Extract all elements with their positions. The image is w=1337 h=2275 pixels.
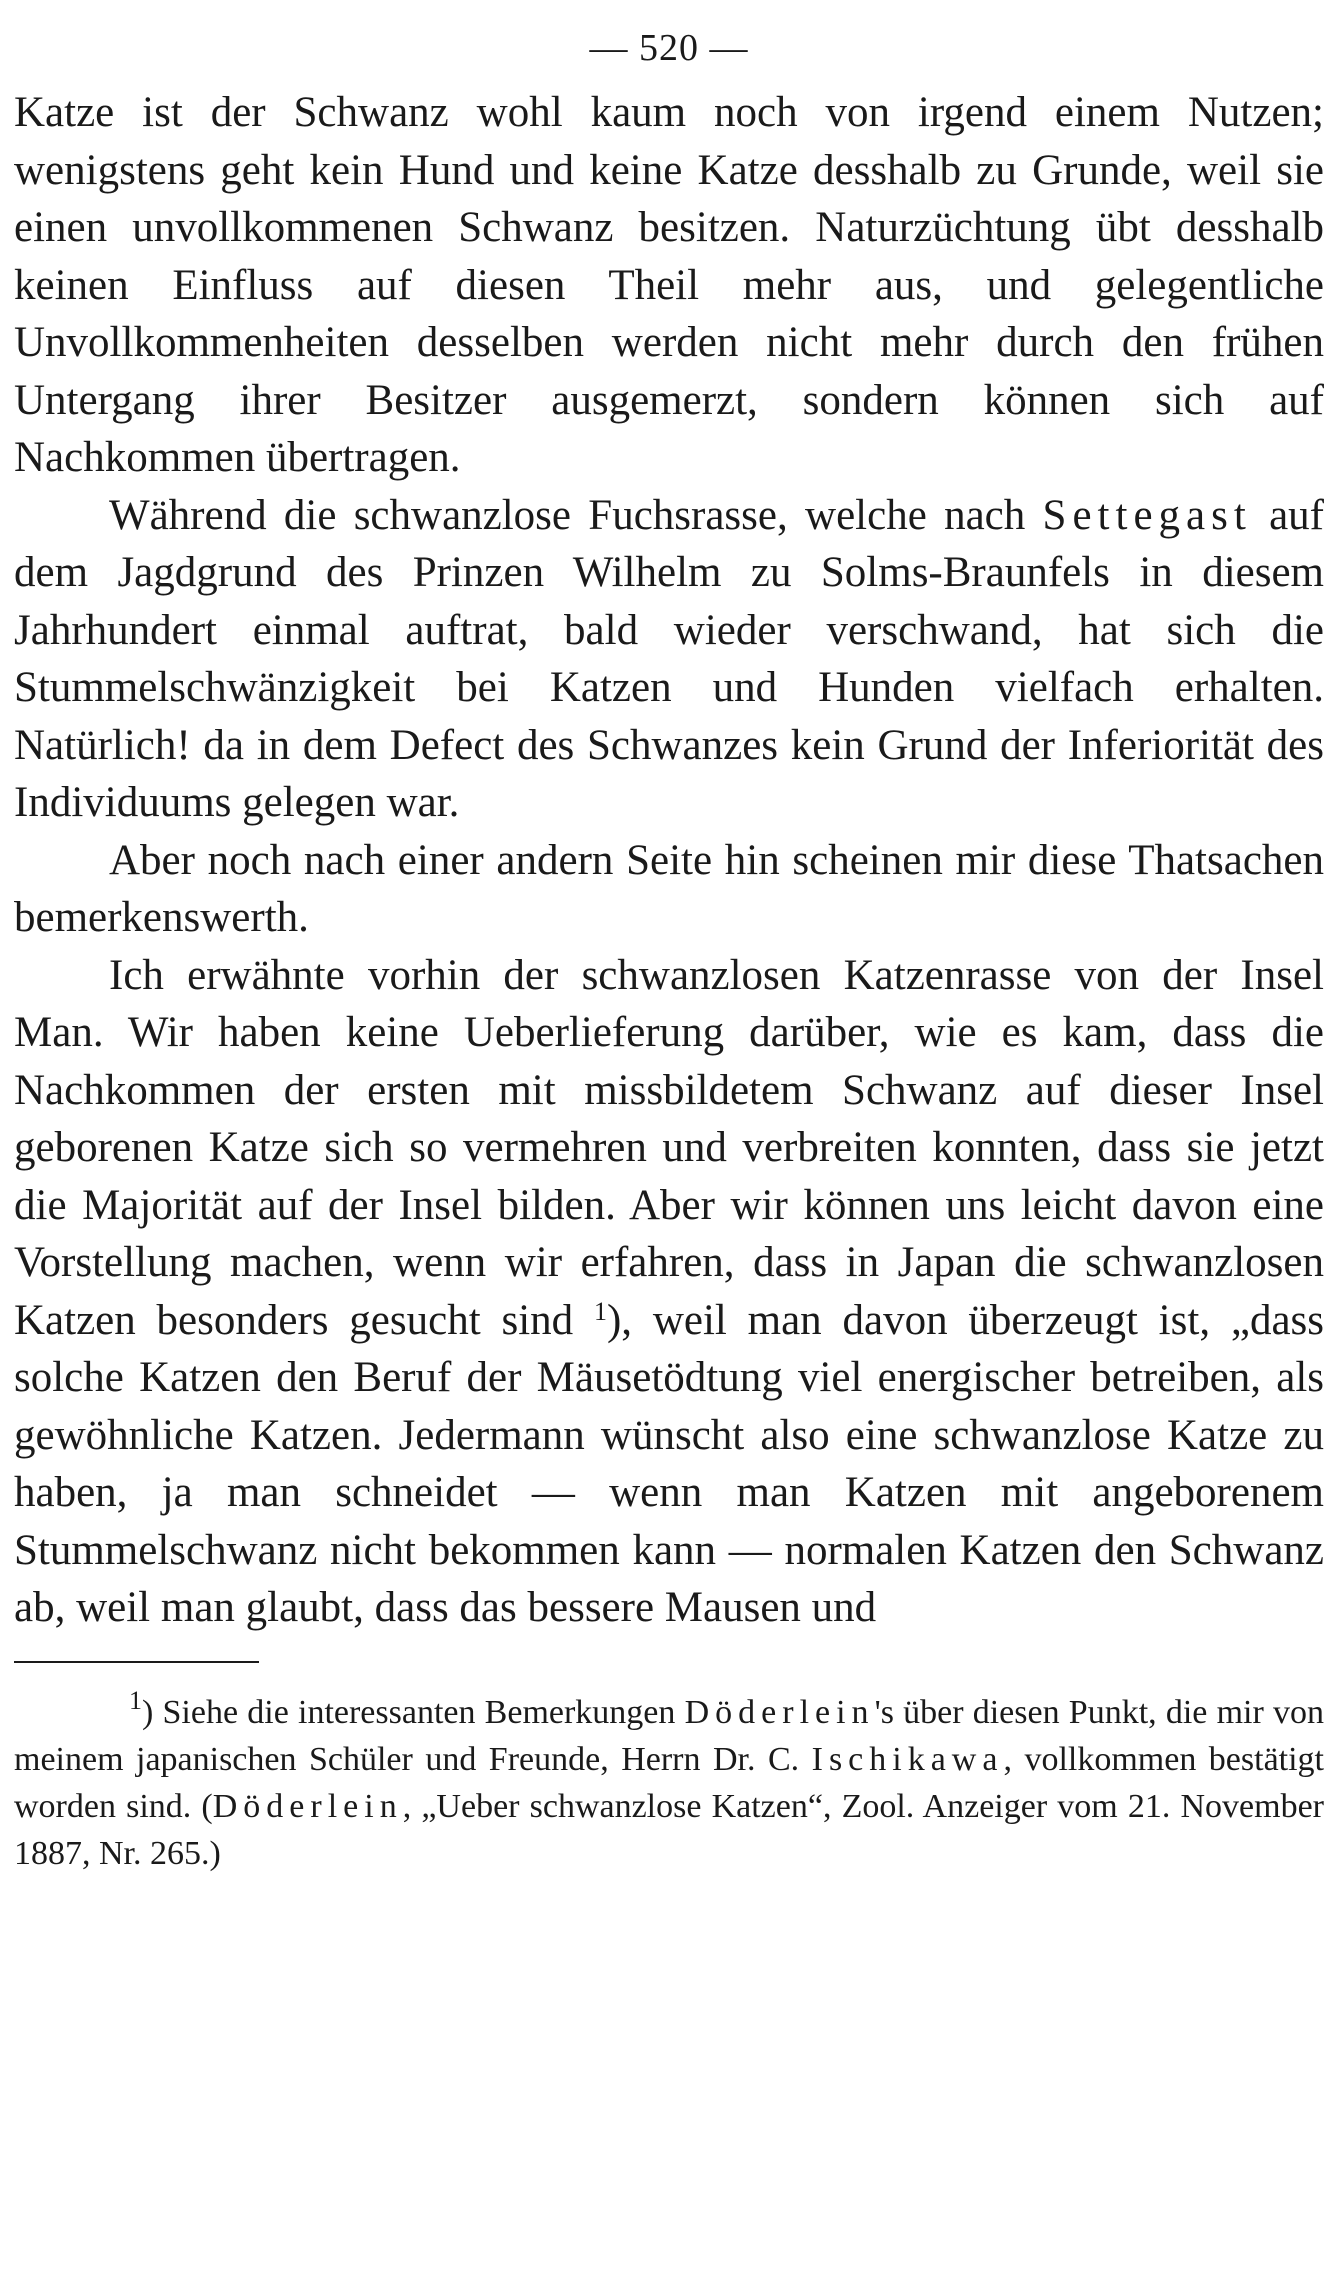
footnote-text-3: , vollkommen bestätigt worden sind. ( bbox=[14, 1740, 1324, 1825]
footnote-marker: 1 bbox=[129, 1685, 142, 1715]
page-number: — 520 — bbox=[589, 27, 749, 69]
footnote-reference[interactable]: 1 bbox=[593, 1296, 607, 1326]
book-page bbox=[14, 18, 1324, 1877]
paragraph-1: Katze ist der Schwanz wohl kaum noch von irgend einem Nutzen; wenigstens geht kein Hund und keine Katze desshalb zu Grunde, weil sie einen unvollkommenen Schwanz besitzen. Naturzüchtung übt desshalb keinen Einfluss auf diesen Theil mehr aus, und gelegentliche Unvollkommenheiten desselben werden nicht mehr durch den frühen Untergang ihrer Besitzer ausgemerzt, sondern können sich auf Nachkommen übertragen. bbox=[14, 89, 1324, 481]
author-name-settegast: Settegast bbox=[1042, 491, 1252, 539]
paragraph-4 bbox=[14, 947, 1324, 1637]
footnote bbox=[14, 1685, 1324, 1877]
footnote-name-ischikawa: Ischikawa bbox=[811, 1740, 1004, 1778]
paragraph-2-text-after: auf dem Jagdgrund des Prinzen Wilhelm zu Solms-Braunfels in diesem Jahrhundert einmal auftrat, bald wieder verschwand, hat sich die Stummelschwänzigkeit bei Katzen und Hunden vielfach erhalten. Natürlich! da in dem Defect des Schwanzes kein Grund der Inferiorität des Individuums gelegen war. bbox=[14, 491, 1324, 826]
paragraph-3: Aber noch nach einer andern Seite hin scheinen mir diese Thatsachen bemerkenswerth. bbox=[14, 836, 1324, 941]
footnote-text-4: , „Ueber schwanzlose Katzen“, Zool. Anzeiger vom 21. November 1887, Nr. 265.) bbox=[14, 1787, 1324, 1872]
footnote-name-doederlein: Döderlein bbox=[684, 1693, 875, 1731]
body-text bbox=[14, 84, 1324, 1637]
footnote-divider bbox=[14, 1661, 259, 1663]
paragraph-2 bbox=[14, 487, 1324, 832]
footnote-name-doederlein-2: Döderlein bbox=[212, 1787, 403, 1825]
footnote-text-2: 's über diesen Punkt, die mir von meinem japanischen Schüler und Freunde, Herrn Dr. C. bbox=[14, 1693, 1324, 1778]
paragraph-4-text-before: Ich erwähnte vorhin der schwanzlosen Katzenrasse von der Insel Man. Wir haben keine Ueberlieferung darüber, wie es kam, dass die Nachkommen der ersten mit missbildetem Schwanz auf dieser Insel geborenen Katze sich so vermehren und verbreiten konnten, dass sie jetzt die Majorität auf der Insel bilden. Aber wir können uns leicht davon eine Vorstellung machen, wenn wir erfahren, dass in Japan die schwanzlosen Katzen besonders gesucht sind bbox=[14, 951, 1324, 1344]
paragraph-4-text-after: ), weil man davon überzeugt ist, „dass solche Katzen den Beruf der Mäusetödtung viel energischer betreiben, als gewöhnliche Katzen. Jedermann wünscht also eine schwanzlose Katze zu haben, ja man schneidet — wenn man Katzen mit angeborenem Stummelschwanz nicht bekommen kann — normalen Katzen den Schwanz ab, weil man glaubt, dass das bessere Mausen und bbox=[14, 1296, 1325, 1631]
paragraph-2-text-before: Während die schwanzlose Fuchsrasse, welche nach bbox=[109, 491, 1043, 539]
footnote-text-1: ) Siehe die interessanten Bemerkungen bbox=[142, 1693, 685, 1731]
